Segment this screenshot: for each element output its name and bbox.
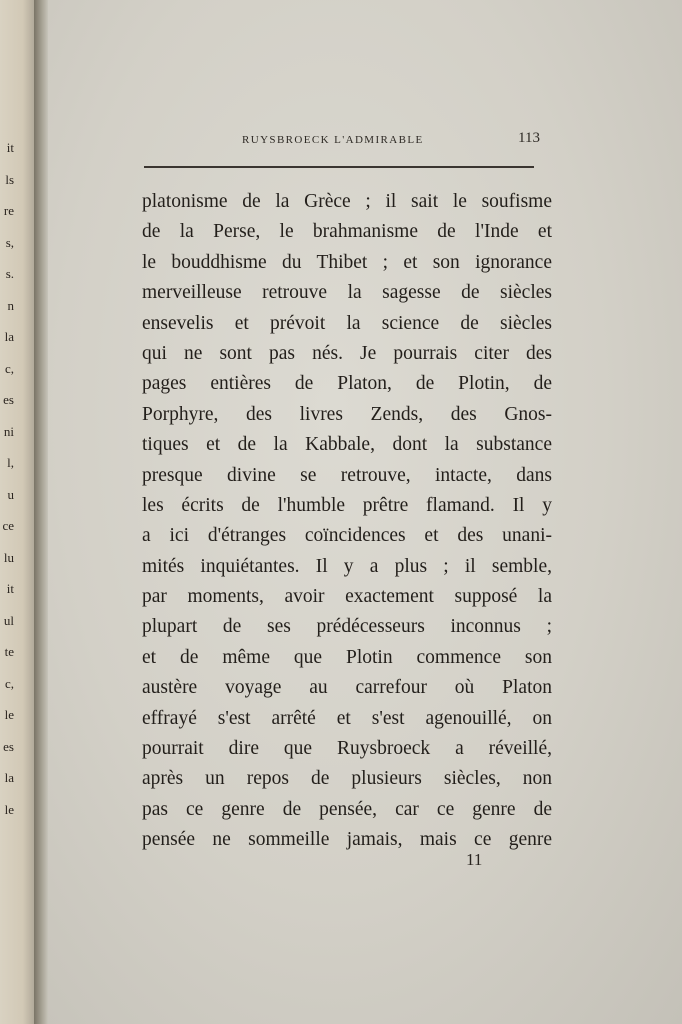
- text-line: a ici d'étranges coïncidences et des unani-: [142, 525, 552, 547]
- left-page-fragment: it: [6, 581, 14, 596]
- left-page-fragment: u: [7, 486, 14, 502]
- text-line: merveilleuse retrouve la sagesse de siècles: [142, 282, 552, 304]
- text-line: tiques et de la Kabbale, dont la substance: [142, 434, 552, 456]
- left-page-fragment: ni: [3, 423, 14, 439]
- text-line: de la Perse, le brahmanisme de l'Inde et: [142, 221, 552, 243]
- left-page-edge: [0, 0, 38, 1024]
- text-line: le bouddhisme du Thibet ; et son ignorance: [142, 251, 552, 273]
- signature-mark: 11: [466, 850, 483, 869]
- book-gutter: [34, 0, 48, 1024]
- left-page-fragment: c,: [4, 360, 14, 376]
- left-page-fragment: le: [4, 707, 14, 722]
- text-line: plupart de ses prédécesseurs inconnus ;: [142, 616, 552, 638]
- page-number: 113: [518, 130, 540, 146]
- text-line: Porphyre, des livres Zends, des Gnos-: [142, 403, 552, 425]
- text-line: presque divine se retrouve, intacte, dans: [142, 464, 552, 486]
- left-page-fragment: re: [3, 203, 14, 218]
- body-text: [142, 187, 552, 856]
- left-page-fragment: ls: [5, 171, 14, 187]
- text-line: pas ce genre de pensée, car ce genre de: [142, 798, 552, 820]
- text-line: et de même que Plotin commence son: [142, 646, 552, 668]
- text-line: pages entières de Platon, de Plotin, de: [142, 373, 552, 395]
- left-page-fragment: lu: [3, 549, 14, 565]
- text-line: pensée ne sommeille jamais, mais ce genre: [142, 829, 552, 851]
- text-line: ensevelis et prévoit la science de siècles: [142, 312, 552, 334]
- left-page-fragment: ce: [2, 518, 14, 533]
- running-title: RUYSBROECK L'ADMIRABLE: [242, 134, 424, 146]
- text-line: les écrits de l'humble prêtre flamand. Il y: [142, 494, 552, 516]
- left-page-fragment: te: [4, 644, 14, 659]
- text-line: pourrait dire que Ruysbroeck a réveillé,: [142, 738, 552, 760]
- left-page-fragment: ul: [3, 612, 14, 628]
- header-rule: [144, 166, 534, 168]
- text-line: effrayé s'est arrêté et s'est agenouillé, on: [142, 707, 552, 729]
- text-line: par moments, avoir exactement supposé la: [142, 586, 552, 608]
- left-page-fragment: l,: [7, 455, 14, 470]
- left-page-fragment: s,: [5, 234, 14, 250]
- left-page-fragment: le: [4, 801, 14, 817]
- left-page-fragment: n: [7, 297, 14, 313]
- left-page-fragment: s.: [5, 266, 14, 281]
- left-page-fragment: es: [3, 392, 14, 407]
- left-page-fragment: c,: [4, 675, 14, 691]
- left-page-fragment: es: [3, 738, 14, 754]
- left-page-fragment: la: [4, 770, 14, 785]
- left-page-fragment: la: [4, 329, 14, 344]
- text-line: mités inquiétantes. Il y a plus ; il semble,: [142, 555, 552, 577]
- text-line: qui ne sont pas nés. Je pourrais citer des: [142, 342, 552, 364]
- text-line: après un repos de plusieurs siècles, non: [142, 768, 552, 790]
- page-header: [142, 130, 542, 154]
- left-page-fragment: it: [6, 140, 14, 155]
- text-line: platonisme de la Grèce ; il sait le soufisme: [142, 191, 552, 212]
- text-line: austère voyage au carrefour où Platon: [142, 677, 552, 699]
